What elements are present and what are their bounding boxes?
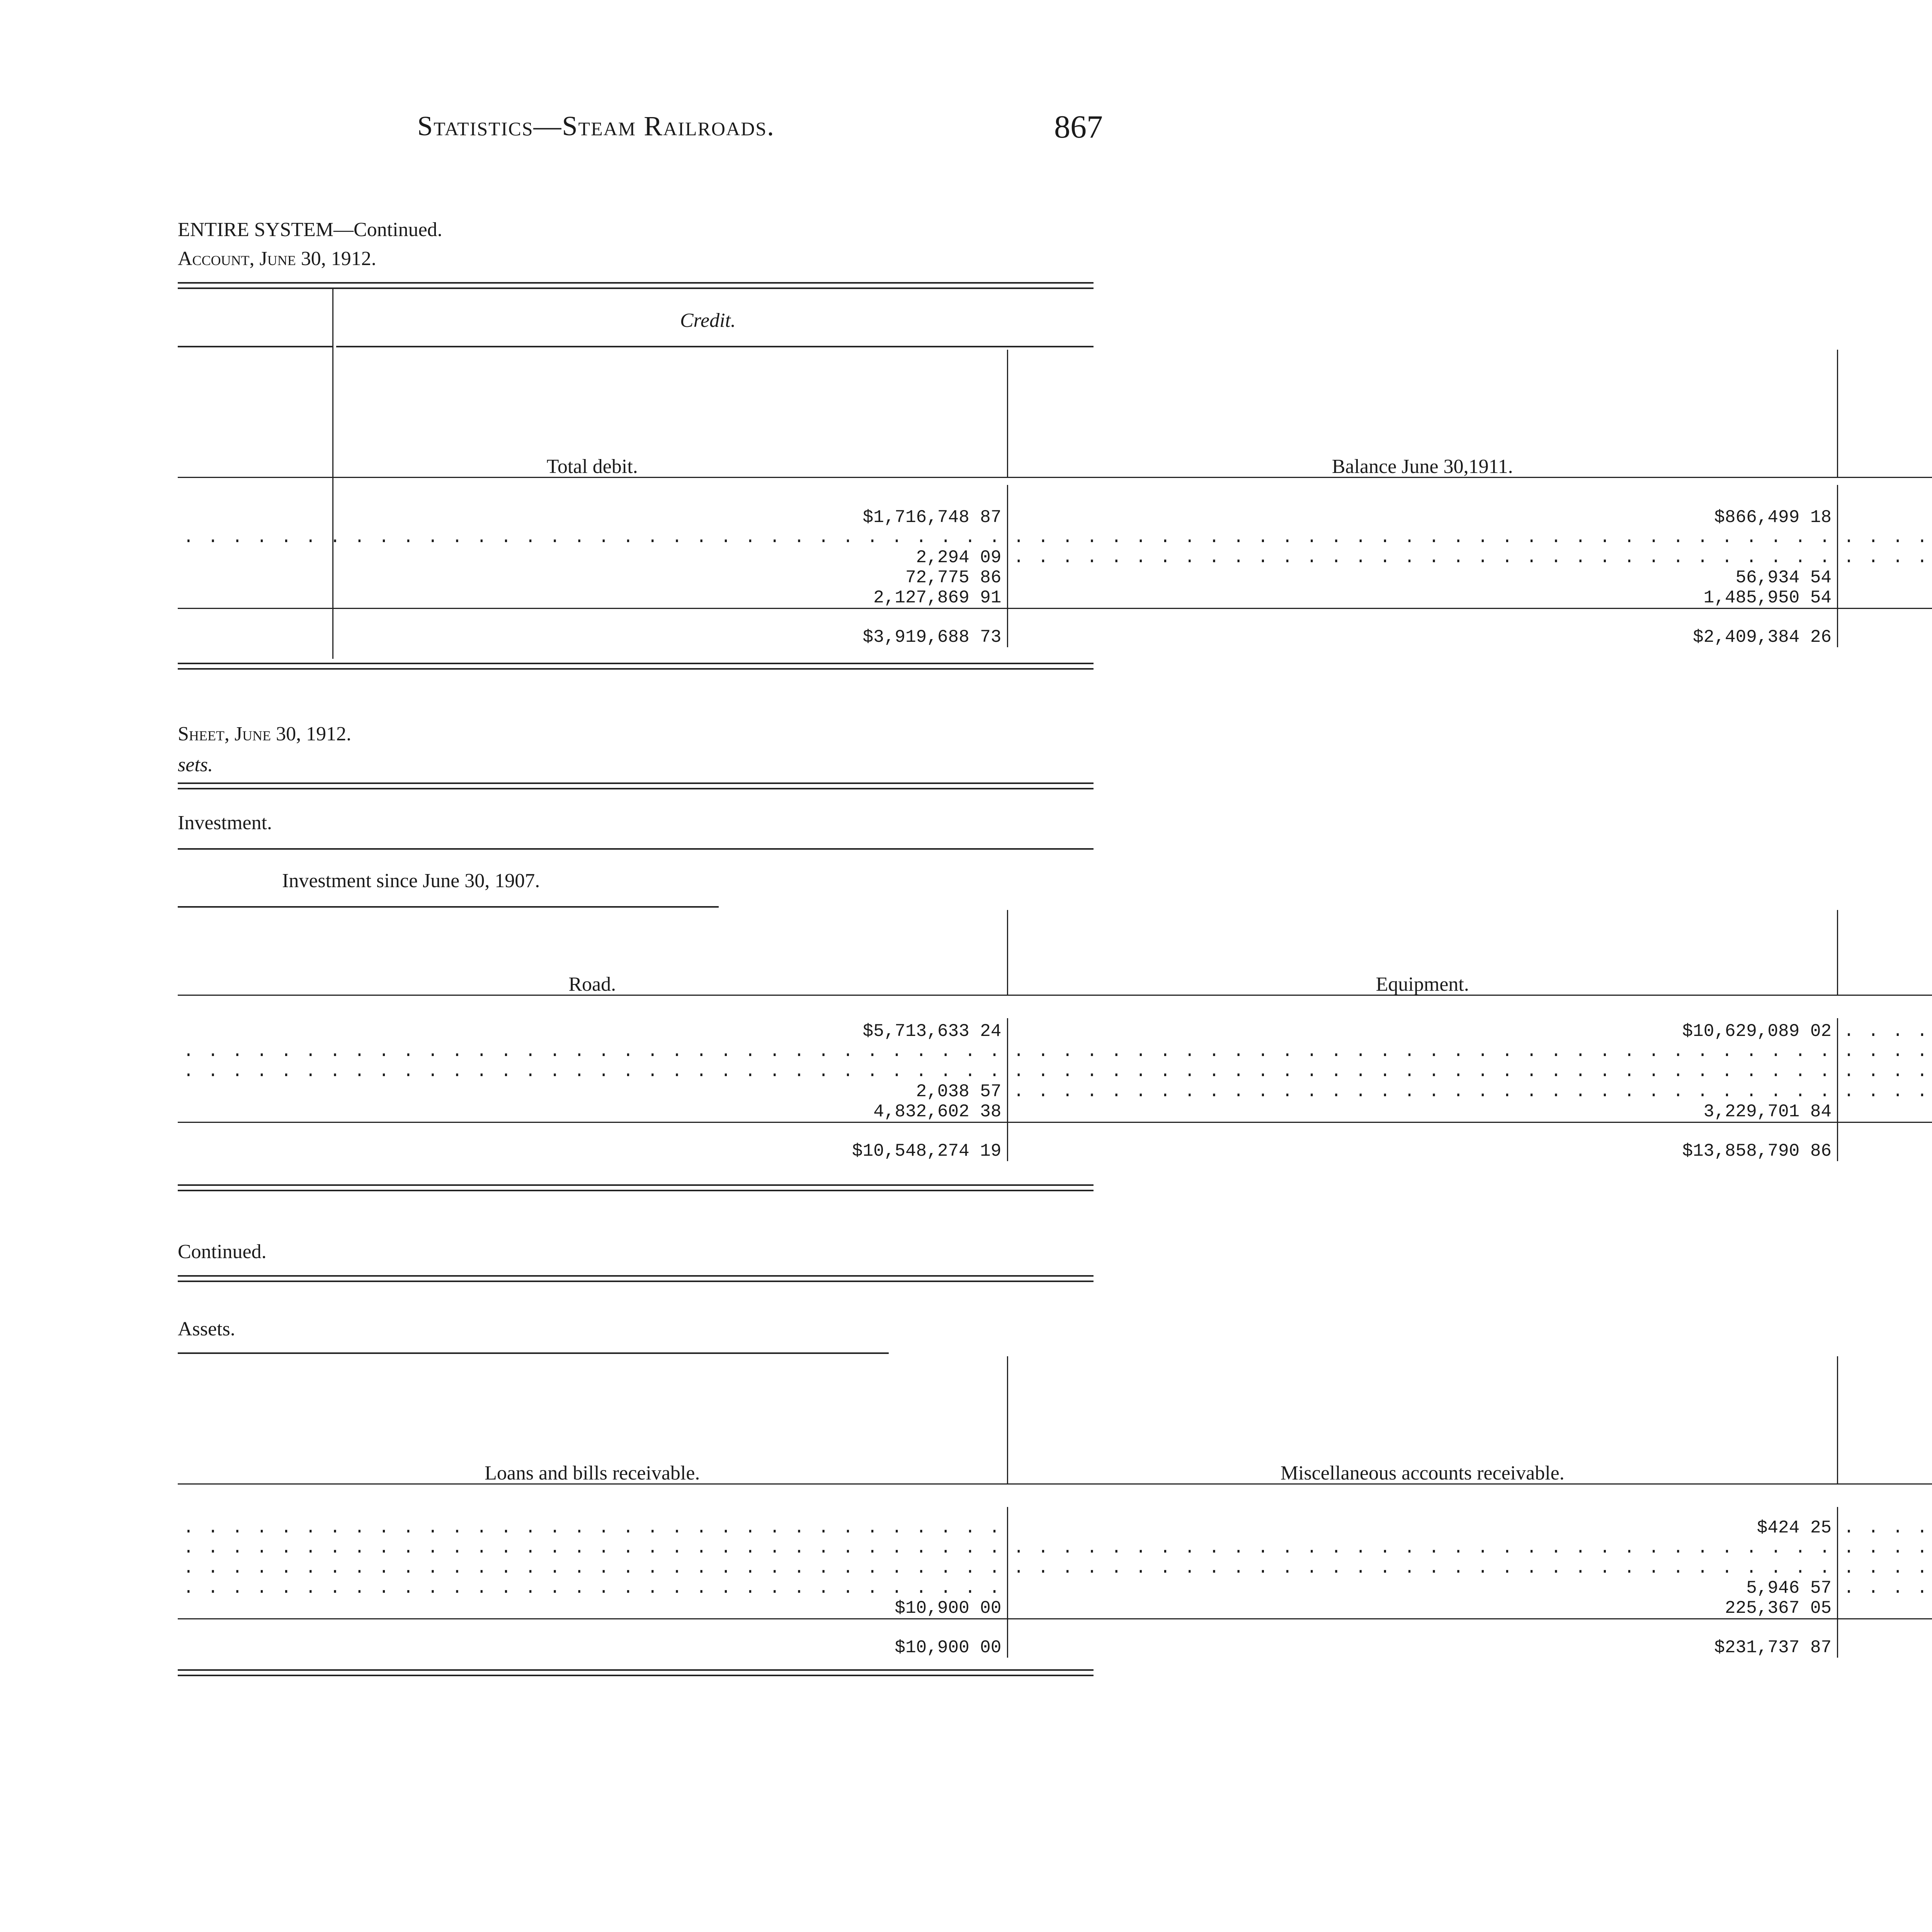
rule [178, 848, 1094, 850]
section1-title: ENTIRE SYSTEM—Continued. [178, 219, 442, 241]
col-header [1838, 350, 1932, 477]
section1-table [178, 350, 1932, 647]
totals-row: $10,548,274 19 $13,858,790 86 [178, 1122, 1932, 1161]
table-row: 2,038 57 . . . . . . [178, 1082, 1932, 1102]
totals-row: $3,919,688 73 $2,409,384 26 [178, 609, 1932, 647]
rule [178, 782, 1094, 789]
rule [178, 282, 1094, 289]
table-row: 2,294 09 . . . . . . [178, 548, 1932, 568]
col-header: Total debit. [546, 455, 638, 478]
section2-table [178, 910, 1932, 1161]
table-row: $1,716,748 87 $866,499 18 [178, 485, 1932, 527]
section2-subtitle: sets. [178, 754, 213, 776]
col-header [1838, 910, 1932, 995]
section2-title: Sheet, June 30, 1912. [178, 723, 352, 745]
table-row: 2,127,869 91 1,485,950 54 [178, 588, 1932, 609]
totals-row: $10,900 00 $231,737 87 [178, 1619, 1932, 1658]
group-label: Assets. [178, 1318, 235, 1340]
table-row: . . . $424 25 . . . [178, 1507, 1932, 1538]
rule [178, 346, 332, 347]
section3-title: Continued. [178, 1241, 267, 1263]
table-row [178, 1041, 1932, 1061]
col-header: Balance June 30,1911. [1007, 350, 1838, 477]
section1-subtitle: Account, June 30, 1912. [178, 248, 376, 270]
table-row [178, 1061, 1932, 1082]
col-header: Equipment. [1007, 910, 1838, 995]
page-number: 867 [1054, 109, 1103, 145]
col-header: Miscellaneous accounts receivable. [1007, 1356, 1838, 1484]
table-row: 72,775 86 56,934 54 [178, 568, 1932, 588]
rule [178, 1352, 889, 1354]
rule [178, 1669, 1094, 1676]
rule [178, 1275, 1094, 1282]
rule [336, 346, 1094, 347]
table-row: 4,832,602 38 3,229,701 84 [178, 1102, 1932, 1122]
rule [178, 1184, 1094, 1191]
rule [178, 906, 719, 908]
table-row: $10,900 00 225,367 05 [178, 1598, 1932, 1619]
table-row [178, 1538, 1932, 1558]
table-row [178, 1558, 1932, 1578]
group-label: Investment since June 30, 1907. [282, 870, 540, 892]
credit-label: Credit. [680, 310, 736, 332]
table-row: . . . 5,946 57 . . . [178, 1578, 1932, 1598]
table-row: $5,713,633 24 $10,629,089 02 . . . [178, 1018, 1932, 1041]
col-header: Loans and bills receivable. [485, 1462, 700, 1484]
investment-label: Investment. [178, 812, 272, 834]
col-header [1838, 1356, 1932, 1484]
col-header: Road. [568, 973, 616, 995]
running-title: Statistics—Steam Railroads. [417, 111, 775, 141]
rule [178, 663, 1094, 670]
section3-table [178, 1356, 1932, 1658]
table-row [178, 527, 1932, 548]
